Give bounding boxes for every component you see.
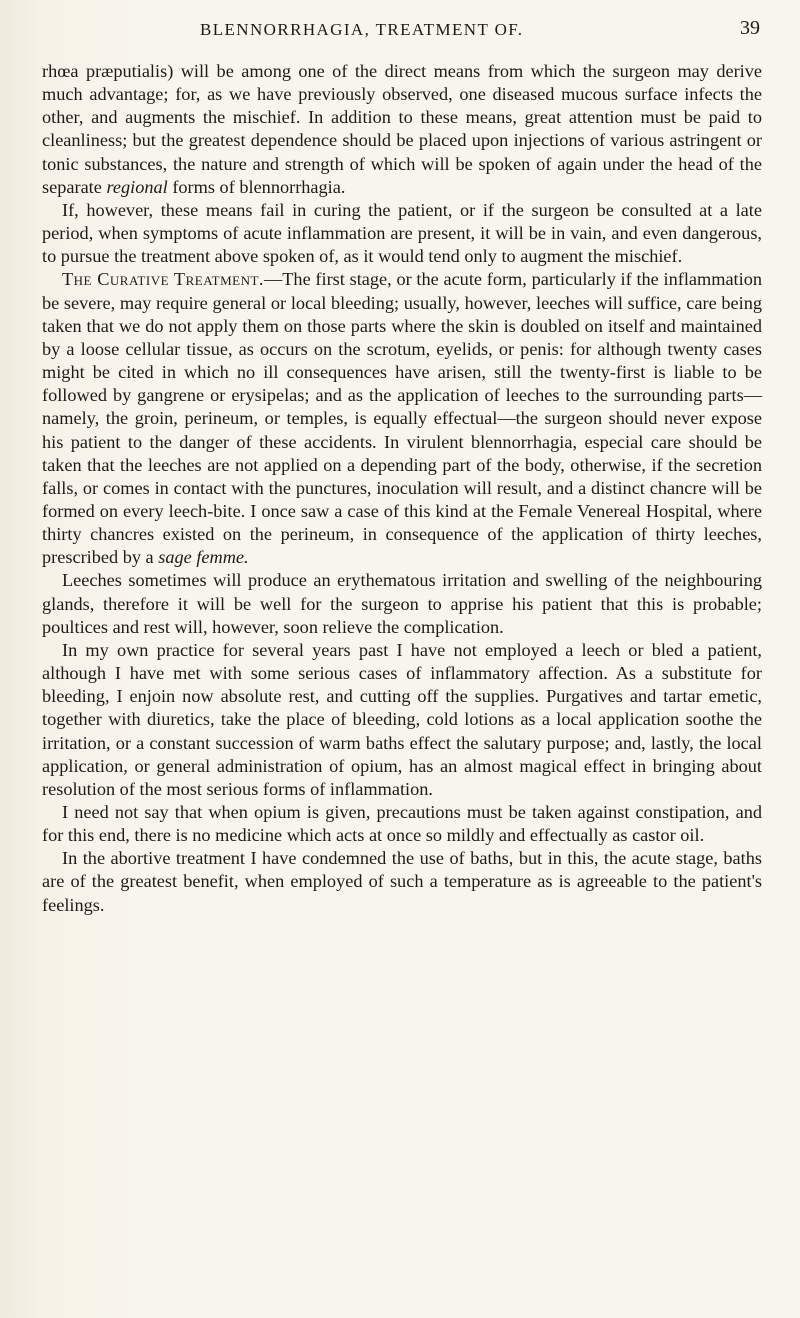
- italic-term: sage femme.: [158, 547, 249, 568]
- paragraph-curative-treatment: [42, 268, 762, 569]
- page-header: [200, 14, 760, 44]
- paragraph-text: rhœa præputialis) will be among one of the direct means from which the surgeon may derive much advantage; for, as we have previously observed, one diseased mucous surface infects the other, and augments the mischief. In addition to these means, great attention must be paid to cleanliness; but the greatest dependence should be placed upon injections of various astringent or tonic substances, the nature and strength of which will be spoken of again under the head of the separate: [42, 61, 762, 197]
- paragraph-text: I need not say that when opium is given, precautions must be taken against constipation, and for this end, there is no medicine which acts at once so mildly and effectually as castor oil.: [42, 802, 762, 846]
- paragraph: [42, 847, 762, 916]
- paragraph-text: Leeches sometimes will produce an erythematous irritation and swelling of the neighbouring glands, therefore it will be well for the surgeon to apprise his patient that this is probable; poultices and rest will, however, soon relieve the complication.: [42, 570, 762, 637]
- italic-term: regional: [106, 176, 168, 197]
- running-head: BLENNORRHAGIA, TREATMENT OF.: [200, 20, 524, 39]
- paragraph-text: In my own practice for several years past I have not employed a leech or bled a patient, although I have met with some serious cases of inflammatory affection. As a substitute for bleeding, I enjoin now absolute rest, and cutting off the supplies. Purgatives and tartar emetic, together with diuretics, take the place of bleeding, cold lotions as a local application soothe the irritation, or a constant succession of warm baths effect the salutary purpose; and, lastly, the local application, or general administration of opium, has an almost magical effect in bringing about resolution of the most serious forms of inflammation.: [42, 639, 762, 799]
- body-text: [42, 60, 762, 917]
- paragraph-text: If, however, these means fail in curing the patient, or if the surgeon be consulted at a late period, when symptoms of acute inflammation are present, it will be in vain, and even dangerous, to pursue the treatment above spoken of, as it would tend only to augment the mischief.: [42, 199, 762, 267]
- paragraph: [42, 569, 762, 638]
- paragraph-text: forms of blennorrhagia.: [172, 176, 346, 197]
- paragraph-continued: [42, 60, 762, 199]
- paragraph: [42, 199, 762, 268]
- paragraph-text: In the abortive treatment I have condemned the use of baths, but in this, the acute stage, baths are of the greatest benefit, when employed of such a temperature as is agreeable to the patient's feelings.: [42, 848, 762, 915]
- paragraph: [42, 639, 762, 801]
- paragraph: [42, 801, 762, 847]
- section-heading: The Curative Treatment.: [62, 269, 264, 290]
- paragraph-text: —The first stage, or the acute form, particularly if the inflammation be severe, may require general or local bleeding; usually, however, leeches will suffice, care being taken that we do not apply them on those parts where the skin is doubled on itself and maintained by a loose cellular tissue, as occurs on the scrotum, eyelids, or penis: for although twenty cases might be cited in which no ill consequences have arisen, still the twenty-first is liable to be followed by gangrene or erysipelas; and as the application of leeches to the surrounding parts—namely, the groin, perineum, or temples, is equally effectual—the surgeon should never expose his patient to the danger of these accidents. In virulent blennorrhagia, especial care should be taken that the leeches are not applied on a depending part of the body, otherwise, if the secretion falls, or comes in contact with the punctures, inoculation will result, and a distinct chancre will be formed on every leech-bite. I once saw a case of this kind at the Female Venereal Hospital, where thirty chancres existed on the perineum, in consequence of the application of thirty leeches, prescribed by a: [42, 269, 763, 568]
- page-number: 39: [740, 17, 760, 39]
